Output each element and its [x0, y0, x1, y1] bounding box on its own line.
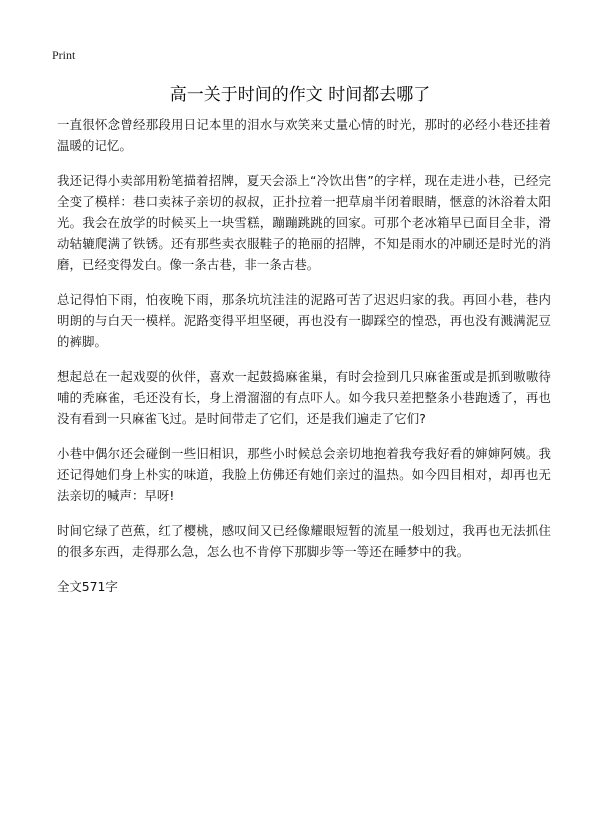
- paragraph: 小巷中偶尔还会碰倒一些旧相识，那些小时候总会亲切地抱着我夸我好看的婶婶阿姨。我还记得她们身上朴实的味道，我脸上仿佛还有她们亲过的温热。如今四目相对，却再也无法亲切的喊声：早呀!: [57, 446, 551, 503]
- article-title: 高一关于时间的作文 时间都去哪了: [169, 85, 431, 105]
- paragraph: 想起总在一起戏耍的伙伴，喜欢一起鼓捣麻雀巢，有时会捡到几只麻雀蛋或是抓到嗷嗷待哺的秃麻雀，毛还没有长，身上滑溜溜的有点吓人。如今我只差把整条小巷跑透了，再也没有看到一只麻雀飞过。是时间带走了它们，还是我们遍走了它们?: [57, 369, 551, 426]
- paragraph: 我还记得小卖部用粉笔描着招牌，夏天会添上“冷饮出售”的字样，现在走进小巷，已经完全变了模样：巷口卖袜子亲切的叔叔，正扑拉着一把草扇半闭着眼睛，惬意的沐浴着太阳光。我会在放学的时候买上一块雪糕，蹦蹦跳跳的回家。可那个老冰箱早已面目全非，滑动轱辘爬满了铁锈。还有那些卖衣服鞋子的艳丽的招牌，不知是雨水的冲刷还是时光的消磨，已经变得发白。像一条古巷，非一条古巷。: [57, 173, 551, 272]
- article-body: [57, 114, 551, 597]
- paragraph: 总记得怕下雨，怕夜晚下雨，那条坑坑洼洼的泥路可苦了迟迟归家的我。再回小巷，巷内明朗的与白天一模样。泥路变得平坦坚硬，再也没有一脚踩空的惶恐，再也没有溅满泥豆的裤脚。: [57, 292, 551, 349]
- word-count: 全文571字: [57, 579, 118, 594]
- print-link[interactable]: Print: [52, 48, 76, 62]
- paragraph: 时间它绿了芭蕉，红了樱桃，感叹间又已经像耀眼短暂的流星一般划过，我再也无法抓住的很多东西，走得那么急，怎么也不肯停下那脚步等一等还在睡梦中的我。: [57, 523, 551, 559]
- paragraph: 一直很怀念曾经那段用日记本里的泪水与欢笑来丈量心情的时光，那时的必经小巷还挂着温暖的记忆。: [57, 117, 551, 153]
